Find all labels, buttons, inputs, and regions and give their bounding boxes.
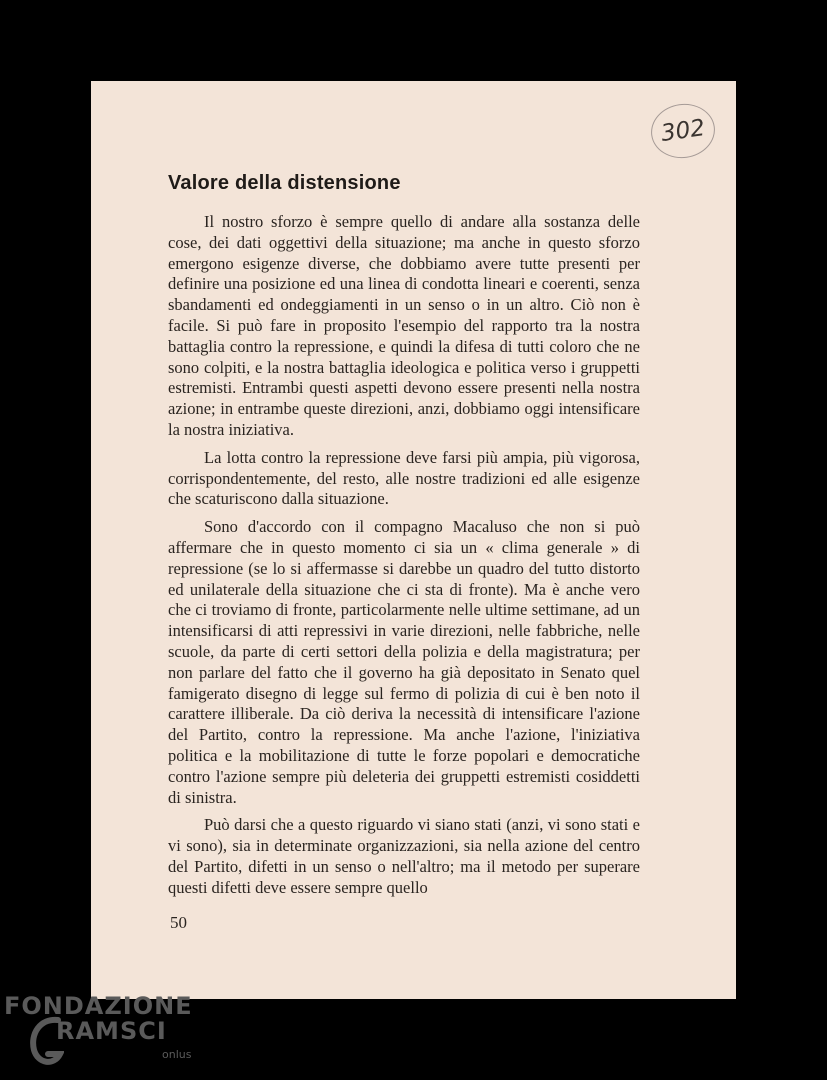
paragraph: Può darsi che a questo riguardo vi siano stati (anzi, vi sono stati e vi sono), sia in determinate organizzazioni, sia nella azione del centro del Partito, difetti in un senso o nell'altro; ma il metodo per superare questi difetti deve essere sempre quello [168, 815, 640, 897]
fondazione-gramsci-watermark [4, 992, 204, 1076]
watermark-line-1: FONDAZIONE [4, 992, 193, 1020]
paragraph: Sono d'accordo con il compagno Macaluso che non si può affermare che in questo momento ci sia un « clima generale » di repressione (se lo si affermasse si darebbe un quadro del tutto distorto ed unilaterale della situazione che ci sta di fronte). Ma è anche vero che ci troviamo di fronte, particolarmente nelle ultime settimane, ad un intensificarsi di atti repressivi in varie direzioni, nelle fabbriche, nelle scuole, da parte di certi settori della polizia e della magistratura; per non parlare del fatto che il governo ha già depositato in Senato quel famigerato disegno di legge sul fermo di polizia di cui è ben noto il carattere illiberale. Da ciò deriva la necessità di intensificare l'azione del Partito, contro la repressione. Ma anche l'azione, l'iniziativa politica e la mobilitazione di tutte le forze popolari e democratiche contro l'azione sempre più deleteria dei gruppetti estremisti cosiddetti di sinistra. [168, 517, 640, 807]
body-text [168, 212, 640, 906]
page-number: 50 [170, 913, 187, 932]
paragraph: La lotta contro la repressione deve farsi più ampia, più vigorosa, corrispondentemente, del resto, alle nostre tradizioni ed alle esigenze che scaturiscono dalla situazione. [168, 447, 640, 509]
paragraph: Il nostro sforzo è sempre quello di andare alla sostanza delle cose, dei dati oggettivi della situazione; ma anche in questo sforzo emergono esigenze diverse, che dobbiamo avere tutte presenti per definire una posizione ed una linea di condotta lineari e coerenti, senza sbandamenti ed ondeggiamenti in un senso o in un altro. Ciò non è facile. Si può fare in proposito l'esempio del rapporto tra la nostra battaglia contro la repressione, e quindi la difesa di tutti coloro che ne sono colpiti, e la nostra battaglia ideologica e politica verso i gruppetti estremisti. Entrambi questi aspetti devono essere presenti nella nostra azione; in entrambe queste direzioni, anzi, dobbiamo oggi intensificare la nostra iniziativa. [168, 212, 640, 439]
handwritten-folio-number: 302 [648, 100, 719, 162]
watermark-line-3: onlus [162, 1048, 192, 1061]
section-title: Valore della distensione [168, 172, 401, 194]
watermark-line-2: RAMSCI [56, 1017, 167, 1045]
